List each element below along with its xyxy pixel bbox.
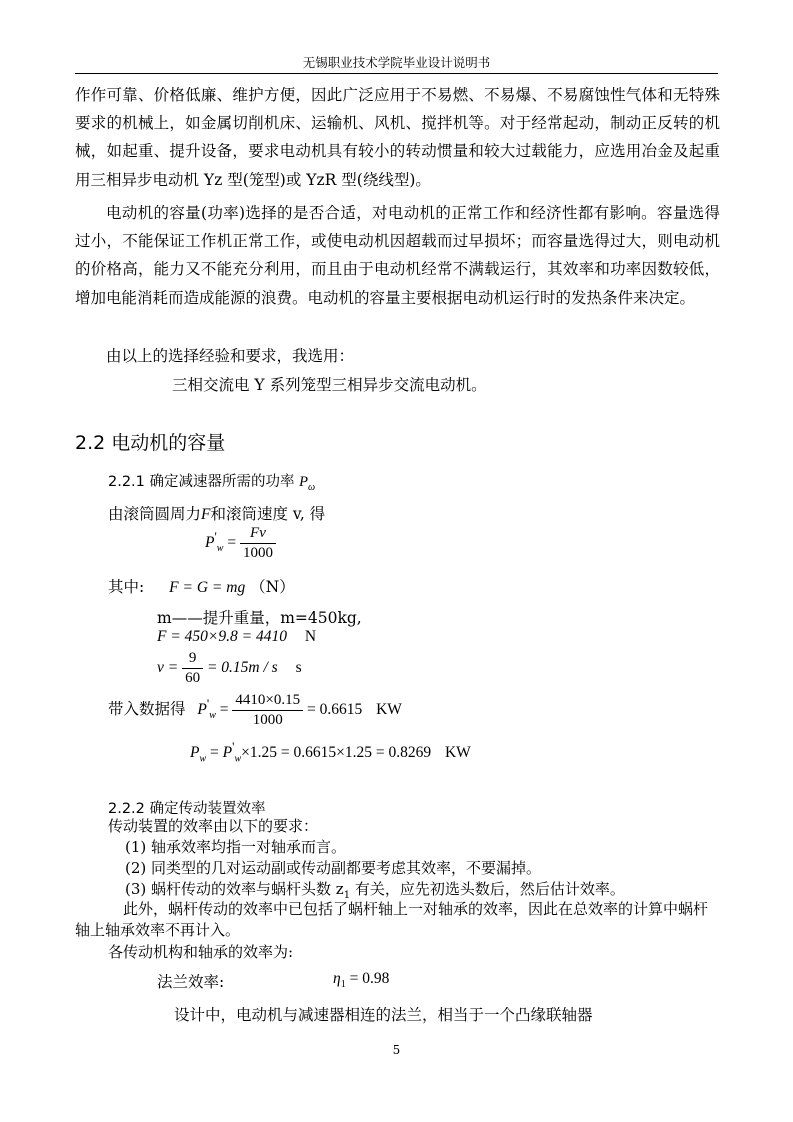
paragraph-4: 三相交流电 Y 系列笼型三相异步交流电动机。 xyxy=(172,376,487,394)
substitution-line: 带入数据得 $P'_w$ = $\frac{4410\times 0.15}{1000}$ = 0.6615 KW xyxy=(108,692,402,728)
mass-definition: m——提升重量，m=450kg, xyxy=(157,609,362,627)
design-note: 设计中，电动机与减速器相连的法兰，相当于一个凸缘联轴器 xyxy=(174,1006,593,1024)
force-calc: F = 450×9.8 = 4410 N xyxy=(157,628,317,645)
paragraph-1: 作作可靠、价格低廉、维护方便，因此广泛应用于不易燃、不易爆、不易腐蚀性气体和无特殊要求的机械上，如金属切削机床、运输机、风机、搅拌机等。对于经常起动，制动正反转的机械，如起重、提升设备，要求电动机具有较小的转动惯量和较大过载能力，应选用冶金及起重用三相异步电动机 Yz 型(笼型)或 YzR 型(绕线型)。 xyxy=(75,86,720,189)
pw-final: $P_w = P'_w\times 1.25 = 0.6615\times 1.25 = 0.8269$ KW xyxy=(190,739,471,765)
requirement-2: (2) 同类型的几对运动副或传动副都要考虑其效率，不要漏掉。 xyxy=(125,859,542,877)
header-rule xyxy=(75,73,718,74)
where-line: 其中: F = G = mg （N） xyxy=(108,578,295,596)
efficiency-intro: 传动装置的效率由以下的要求： xyxy=(108,817,319,835)
section-2-2-1-title: 2.2.1 确定减速器所需的功率 $P_\omega$ xyxy=(108,474,316,493)
intro-line: 由滚筒圆周力F和滚筒速度 v, 得 xyxy=(108,505,326,523)
requirement-3: (3) 蜗杆传动的效率与蜗杆头数 $z_1$ 有关，应先初选头数后，然后估计效率。 xyxy=(125,880,625,901)
flange-efficiency-value: $\eta_1 = 0.98$ xyxy=(333,970,390,991)
page-number: 5 xyxy=(392,1043,401,1057)
velocity-calc: v = $\frac{9}{60}$ = 0.15m / s s xyxy=(157,650,302,686)
section-2-2-title: 2.2 电动机的容量 xyxy=(75,432,226,454)
efficiency-list-intro: 各传动机构和轴承的效率为: xyxy=(108,943,294,961)
section-2-2-2-title: 2.2.2 确定传动装置效率 xyxy=(108,801,266,817)
worm-note: 此外，蜗杆传动的效率中已包括了蜗杆轴上一对轴承的效率，因此在总效率的计算中蜗杆轴上轴承效率不再计入。 xyxy=(75,900,709,939)
requirement-1: (1) 轴承效率均指一对轴承而言。 xyxy=(125,838,347,856)
equation-pw-prime: $P'_w$ = $\frac{Fv}{1000}$ xyxy=(205,524,276,563)
page-header: 无锡职业技术学院毕业设计说明书 xyxy=(302,55,491,70)
paragraph-2: 电动机的容量(功率)选择的是否合适，对电动机的正常工作和经济性都有影响。容量选得过小，不能保证工作机正常工作，或使电动机因超载而过早损坏；而容量选得过大，则电动机的价格高，能力又不能充分利用，而且由于电动机经常不满载运行，其效率和功率因数较低，增加电能消耗而造成能源的浪费。电动机的容量主要根据电动机运行时的发热条件来决定。 xyxy=(75,204,720,307)
flange-efficiency-label: 法兰效率: xyxy=(157,973,225,991)
paragraph-3: 由以上的选择经验和要求，我选用： xyxy=(106,347,355,365)
